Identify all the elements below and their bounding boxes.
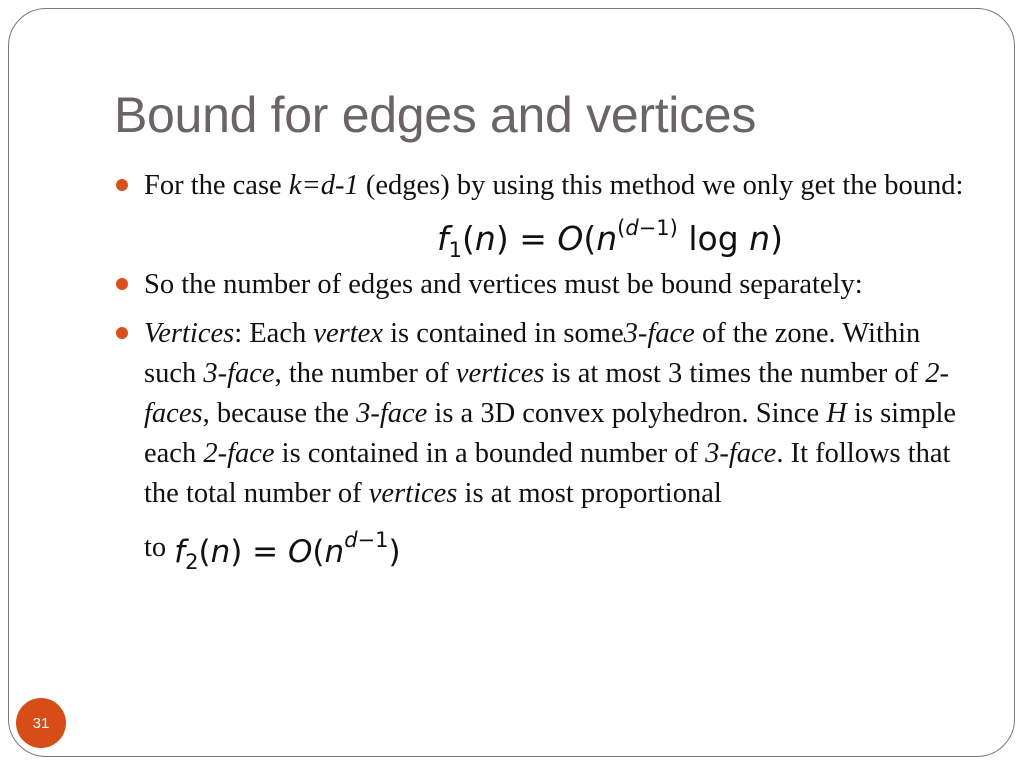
bullet-text (144, 166, 966, 206)
italic-term: Vertices (144, 318, 235, 349)
text-run: , because the (202, 398, 357, 429)
page-number: 31 (32, 714, 50, 732)
bullet-dot-icon (116, 278, 128, 290)
text-run: For the case (144, 170, 289, 201)
bullet-vertices (116, 314, 966, 576)
bullet-dot-icon (116, 327, 128, 339)
text-run: is a 3D convex polyhedron. Since (427, 398, 827, 429)
italic-term: H (826, 398, 847, 429)
italic-term: vertices (368, 478, 458, 509)
italic-term: vertices (455, 358, 545, 389)
text-run: is contained in a bounded number of (274, 438, 706, 469)
italic-term: 3-face (705, 438, 777, 469)
italic-term: vertex (313, 318, 383, 349)
text-run: is at most proportional to (144, 478, 722, 563)
italic-term: 3-face (623, 318, 695, 349)
italic-term: 3-face (203, 358, 275, 389)
slide-content (116, 166, 966, 585)
bullet-dot-icon (116, 179, 128, 191)
text-run: . It follows that the total number of (144, 438, 951, 509)
page-number-badge (16, 698, 66, 748)
formula-f2: $f_2(n) = O(n^{d-1})$ (174, 528, 401, 574)
italic-term: 2-face (203, 438, 275, 469)
bullet-text (144, 314, 966, 576)
formula-edges (144, 206, 966, 262)
text-run: : Each (234, 318, 314, 349)
bullet-separately (116, 265, 966, 305)
text-run: is simple each (144, 398, 957, 469)
bullet-edges (116, 166, 966, 262)
italic-term: 3-face (356, 398, 428, 429)
text-run: (edges) by using this method we only get the bound: (358, 170, 964, 201)
bullet-text: So the number of edges and vertices must be bound separately: (144, 269, 863, 300)
italic-term: 2-faces (144, 358, 949, 429)
text-run: of the zone. Within such (144, 318, 921, 389)
text-run: , the number of (274, 358, 456, 389)
text-run: is contained in some (382, 318, 624, 349)
italic-term: k=d-1 (288, 170, 359, 201)
text-run: is at most 3 times the number of (544, 358, 926, 389)
formula-f1: $f_1(n) = O(n^{(d-1)}$ log n) (437, 216, 783, 262)
slide-title: Bound for edges and vertices (114, 87, 757, 143)
